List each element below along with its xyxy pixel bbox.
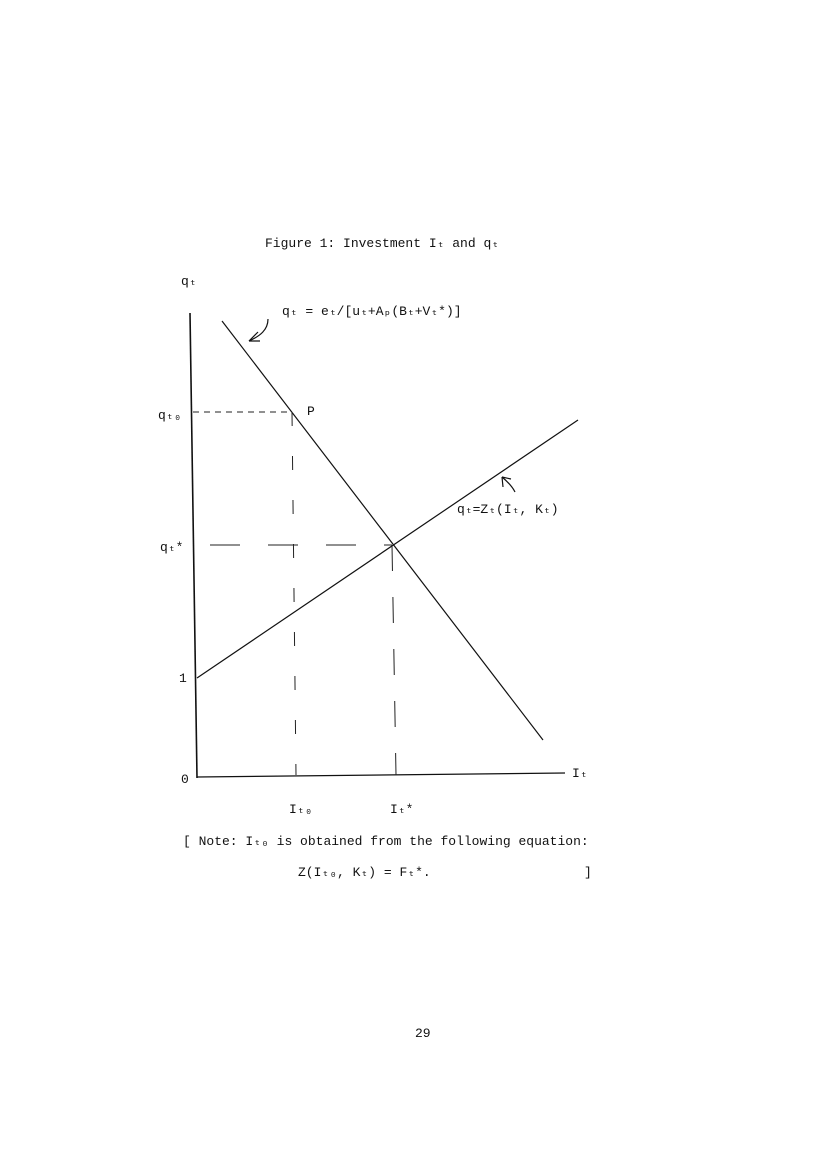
x-axis-label: Iₜ: [572, 766, 588, 781]
guide-it0-vertical: [292, 412, 296, 775]
x-tick-istar: Iₜ*: [390, 802, 414, 817]
y-axis-label: qₜ: [181, 274, 197, 289]
note-closing-bracket: ]: [584, 865, 592, 880]
y-tick-one: 1: [179, 671, 187, 686]
supply-curve: [197, 420, 578, 678]
demand-curve: [222, 321, 543, 740]
origin-label: 0: [181, 772, 189, 787]
note-line-1: [ Note: Iₜ₀ is obtained from the following equation:: [183, 834, 589, 849]
x-axis: [197, 773, 565, 777]
guide-istar-vertical: [392, 545, 396, 775]
supply-label-arrow: [502, 477, 515, 492]
note-equation: Z(Iₜ₀, Kₜ) = Fₜ*.: [298, 865, 431, 880]
page-number: 29: [415, 1026, 431, 1041]
demand-curve-label: qₜ = eₜ/[uₜ+Aₚ(Bₜ+Vₜ*)]: [282, 304, 462, 319]
x-tick-it0: Iₜ₀: [289, 802, 313, 817]
y-tick-qt0: qₜ₀: [158, 408, 182, 423]
supply-curve-label: qₜ=Zₜ(Iₜ, Kₜ): [457, 502, 559, 517]
point-p-label: P: [307, 404, 315, 419]
y-axis: [190, 313, 197, 778]
y-tick-qstar: qₜ*: [160, 540, 184, 555]
figure-caption: Figure 1: Investment Iₜ and qₜ: [265, 236, 500, 251]
